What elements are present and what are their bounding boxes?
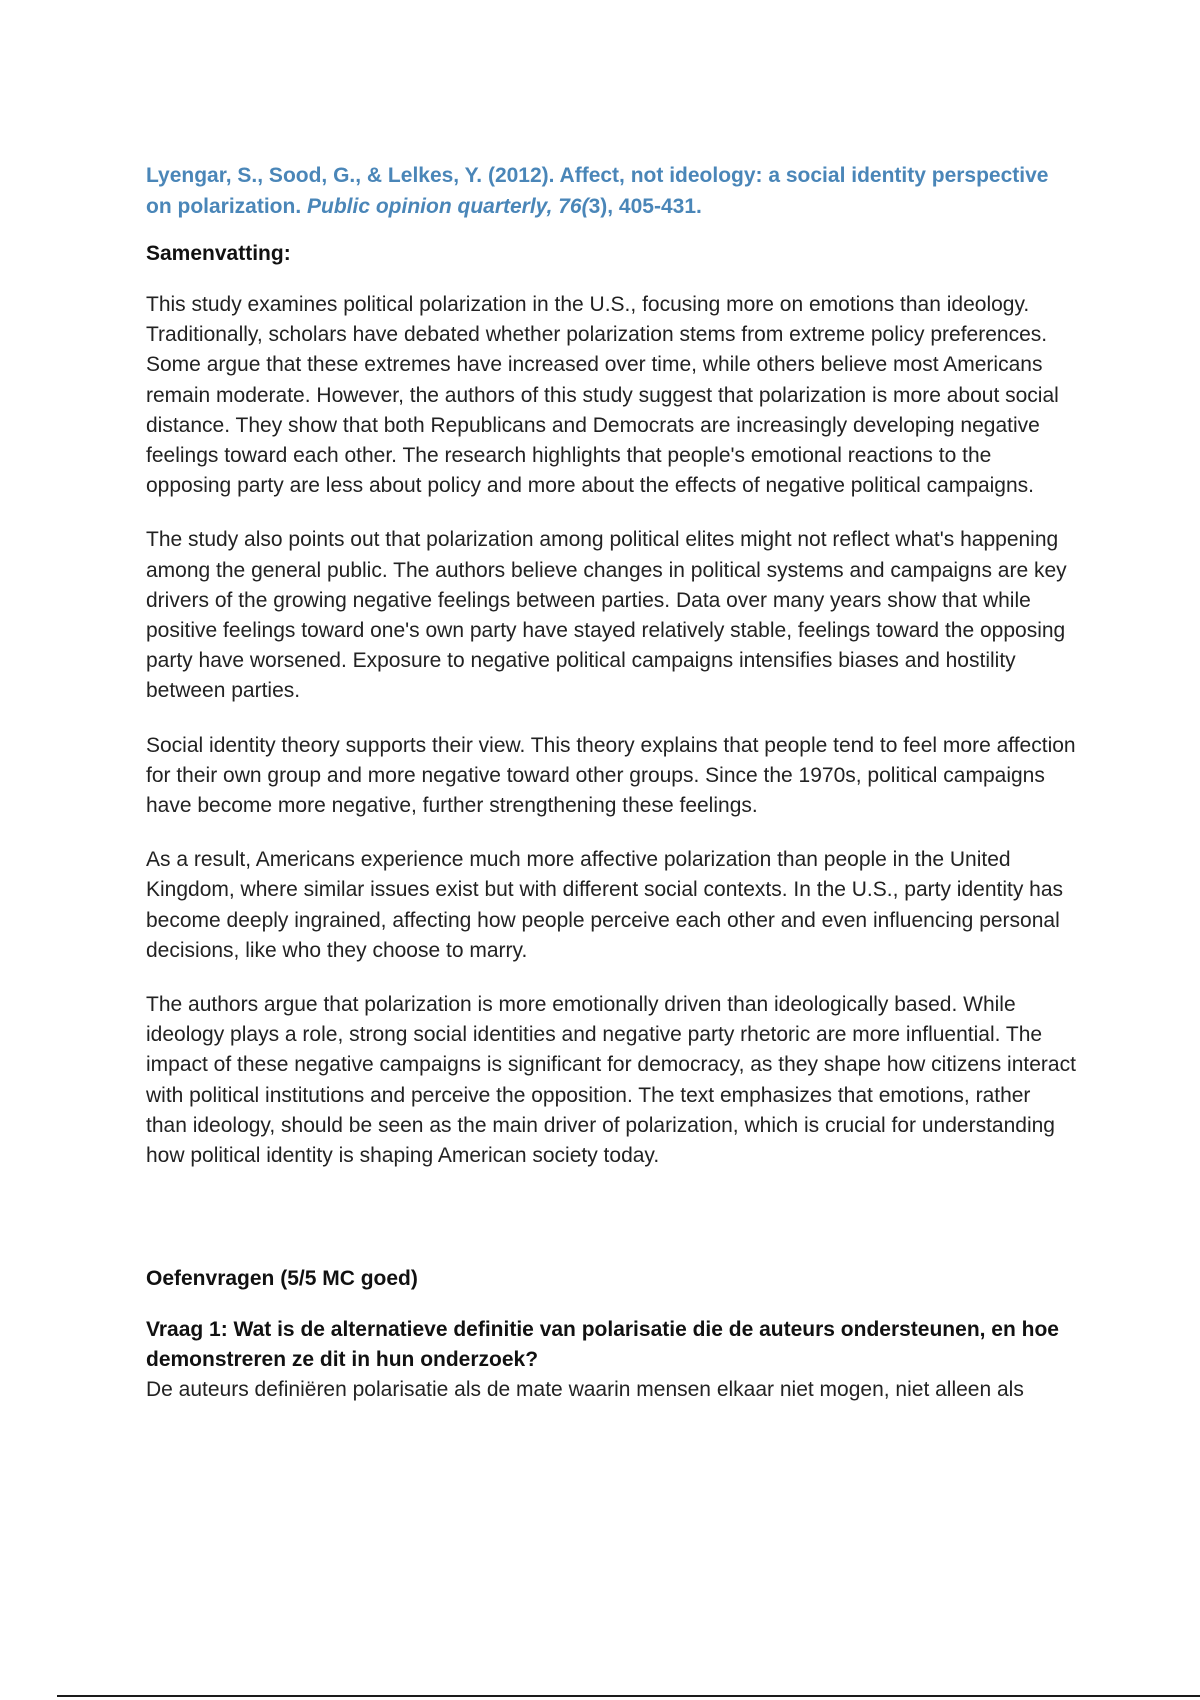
summary-paragraph-1: This study examines political polarization in the U.S., focusing more on emotions than ideology. Traditionally, scholars have debated whether polarization stems from extreme policy preferences. Some argue that these extremes have increased over time, while others believe most Americans remain moderate. However, the authors of this study suggest that polarization is more about social distance. They show that both Republicans and Democrats are increasingly developing negative feelings toward each other. The research highlights that people's emotional reactions to the opposing party are less about policy and more about the effects of negative political campaigns. bbox=[146, 293, 1059, 498]
summary-paragraph-5: The authors argue that polarization is more emotionally driven than ideologically based. While ideology plays a role, strong social identities and negative party rhetoric are more influential. The impact of these negative campaigns is significant for democracy, as they shape how citizens interact with political institutions and perceive the opposition. The text emphasizes that emotions, rather than ideology, should be seen as the main driver of polarization, which is crucial for understanding how political identity is shaping American society today. bbox=[146, 993, 1076, 1168]
summary-paragraph-3: Social identity theory supports their view. This theory explains that people tend to feel more affection for their own group and more negative toward other groups. Since the 1970s, political campaigns have become more negative, further strengthening these feelings. bbox=[146, 733, 1076, 818]
summary-heading: Samenvatting: bbox=[146, 242, 291, 265]
summary-paragraph-2: The study also points out that polarization among political elites might not reflect what's happening among the general public. The authors believe changes in political systems and campaigns are key drivers of the growing negative feelings between parties. Data over many years show that while positive feelings toward one's own party have stayed relatively stable, feelings toward the opposing party have worsened. Exposure to negative political campaigns intensifies biases and hostility between parties. bbox=[146, 528, 1067, 703]
practice-heading: Oefenvragen (5/5 MC goed) bbox=[146, 1267, 418, 1291]
section-spacer bbox=[146, 1195, 1076, 1265]
page-bottom-rule bbox=[57, 1695, 1200, 1697]
summary-paragraph-4: As a result, Americans experience much more affective polarization than people in the United Kingdom, where similar issues exist but with different social contexts. In the U.S., party identity has become deeply ingrained, affecting how people perceive each other and even influencing personal decisions, like who they choose to marry. bbox=[146, 848, 1064, 962]
answer-1: De auteurs definiëren polarisatie als de mate waarin mensen elkaar niet mogen, niet alleen als bbox=[146, 1378, 1024, 1402]
document-content bbox=[146, 160, 1076, 1405]
reference-citation bbox=[146, 160, 1076, 222]
citation-journal: Public opinion quarterly, 76( bbox=[307, 195, 589, 218]
citation-issue-pages: 3), 405-431. bbox=[588, 195, 702, 218]
question-1: Vraag 1: Wat is de alternatieve definitie van polarisatie die de auteurs ondersteunen, en hoe demonstreren ze dit in hun onderzoek? bbox=[146, 1318, 1059, 1372]
citation-authors-title: Lyengar, S., Sood, G., & Lelkes, Y. (2012). Affect, not ideology: a social identity perspective on polarization. bbox=[146, 164, 1049, 218]
